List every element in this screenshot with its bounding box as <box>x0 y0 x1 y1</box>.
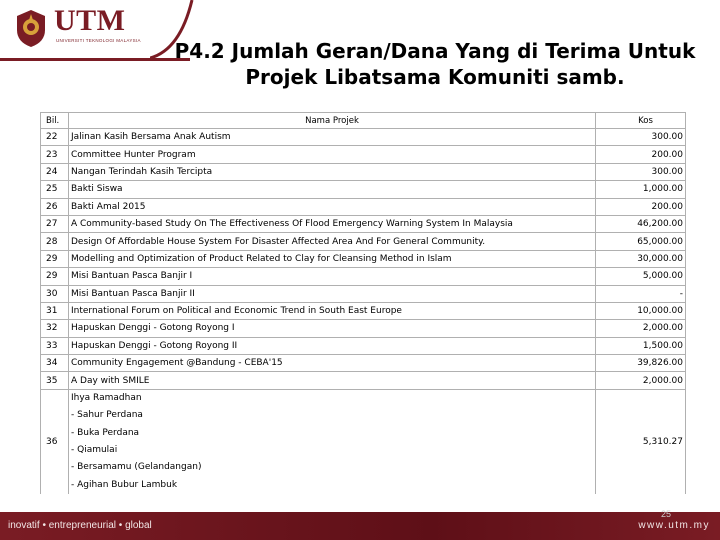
cell-nama: Misi Bantuan Pasca Banjir I <box>69 268 596 285</box>
table-row <box>41 250 686 267</box>
sub-activity-item: - Bersamamu (Gelandangan) <box>71 462 202 473</box>
title-line-2: Projek Libatsama Komuniti samb. <box>245 65 625 89</box>
cell-kos: 200.00 <box>596 146 686 163</box>
footer-url: www.utm.my <box>638 520 710 531</box>
cell-nama: Community Engagement @Bandung - CEBA'15 <box>69 355 596 372</box>
cell-kos: 39,826.00 <box>596 355 686 372</box>
slide-title <box>150 38 720 90</box>
table-row <box>41 372 686 389</box>
header-nama-projek: Nama Projek <box>69 113 596 129</box>
table-row <box>41 268 686 285</box>
cell-bil: 27 <box>41 215 69 232</box>
grant-table <box>40 112 686 494</box>
table-row <box>41 337 686 354</box>
cell-kos: 2,000.00 <box>596 372 686 389</box>
sub-activity-item: - Qiamulai <box>71 445 118 456</box>
cell-bil: 29 <box>41 268 69 285</box>
table-row <box>41 320 686 337</box>
table-row <box>41 181 686 198</box>
cell-kos: - <box>596 285 686 302</box>
footer-tagline: inovatif • entrepreneurial • global <box>8 520 152 531</box>
sub-activity-item: - Sahur Perdana <box>71 410 143 421</box>
table-row <box>41 163 686 180</box>
cell-nama: Modelling and Optimization of Product Related to Clay for Cleansing Method in Islam <box>69 250 596 267</box>
table-row-multi <box>41 389 686 494</box>
cell-nama: A Day with SMILE <box>69 372 596 389</box>
sub-activity-item: - Buka Perdana <box>71 427 140 438</box>
cell-bil: 36 <box>41 389 69 494</box>
cell-kos: 30,000.00 <box>596 250 686 267</box>
cell-kos: 2,000.00 <box>596 320 686 337</box>
cell-nama <box>69 389 596 494</box>
sub-activity-item: - Agihan Bubur Lambuk <box>71 479 178 490</box>
cell-nama: Committee Hunter Program <box>69 146 596 163</box>
cell-kos: 46,200.00 <box>596 215 686 232</box>
cell-bil: 26 <box>41 198 69 215</box>
cell-bil: 35 <box>41 372 69 389</box>
cell-nama: Misi Bantuan Pasca Banjir II <box>69 285 596 302</box>
footer-bar <box>0 512 720 540</box>
cell-nama: Bakti Siswa <box>69 181 596 198</box>
table-row <box>41 355 686 372</box>
table-row <box>41 302 686 319</box>
table-row <box>41 285 686 302</box>
cell-bil: 31 <box>41 302 69 319</box>
cell-nama: Hapuskan Denggi - Gotong Royong II <box>69 337 596 354</box>
cell-kos: 1,000.00 <box>596 181 686 198</box>
cell-nama: International Forum on Political and Economic Trend in South East Europe <box>69 302 596 319</box>
cell-kos: 300.00 <box>596 129 686 146</box>
cell-nama: Nangan Terindah Kasih Tercipta <box>69 163 596 180</box>
table-row <box>41 146 686 163</box>
cell-bil: 34 <box>41 355 69 372</box>
cell-bil: 30 <box>41 285 69 302</box>
page-number: 25 <box>661 509 672 519</box>
title-line-1: P4.2 Jumlah Geran/Dana Yang di Terima Untuk <box>174 39 696 63</box>
cell-bil: 22 <box>41 129 69 146</box>
cell-bil: 24 <box>41 163 69 180</box>
cell-nama: Design Of Affordable House System For Disaster Affected Area And For General Community. <box>69 233 596 250</box>
cell-nama: Hapuskan Denggi - Gotong Royong I <box>69 320 596 337</box>
cell-bil: 25 <box>41 181 69 198</box>
sub-activity-item: Ihya Ramadhan <box>71 392 142 403</box>
cell-kos: 65,000.00 <box>596 233 686 250</box>
table-header-row <box>41 113 686 129</box>
cell-nama: Jalinan Kasih Bersama Anak Autism <box>69 129 596 146</box>
cell-kos: 200.00 <box>596 198 686 215</box>
header-kos: Kos <box>596 113 686 129</box>
cell-bil: 28 <box>41 233 69 250</box>
logo-subtitle: UNIVERSITI TEKNOLOGI MALAYSIA <box>56 38 141 43</box>
cell-kos: 10,000.00 <box>596 302 686 319</box>
cell-bil: 29 <box>41 250 69 267</box>
cell-bil: 23 <box>41 146 69 163</box>
utm-logo <box>14 6 164 50</box>
table-row <box>41 129 686 146</box>
cell-nama: A Community-based Study On The Effectiveness Of Flood Emergency Warning System In Malaysia <box>69 215 596 232</box>
utm-crest-icon <box>14 8 48 48</box>
cell-kos: 300.00 <box>596 163 686 180</box>
sub-activity-list <box>71 390 593 494</box>
logo-text: UTM <box>54 4 126 37</box>
table-row <box>41 198 686 215</box>
cell-bil: 33 <box>41 337 69 354</box>
table-row <box>41 215 686 232</box>
cell-bil: 32 <box>41 320 69 337</box>
table-row <box>41 233 686 250</box>
cell-kos: 5,310.27 <box>596 389 686 494</box>
header-bil: Bil. <box>41 113 69 129</box>
cell-nama: Bakti Amal 2015 <box>69 198 596 215</box>
cell-kos: 5,000.00 <box>596 268 686 285</box>
cell-kos: 1,500.00 <box>596 337 686 354</box>
